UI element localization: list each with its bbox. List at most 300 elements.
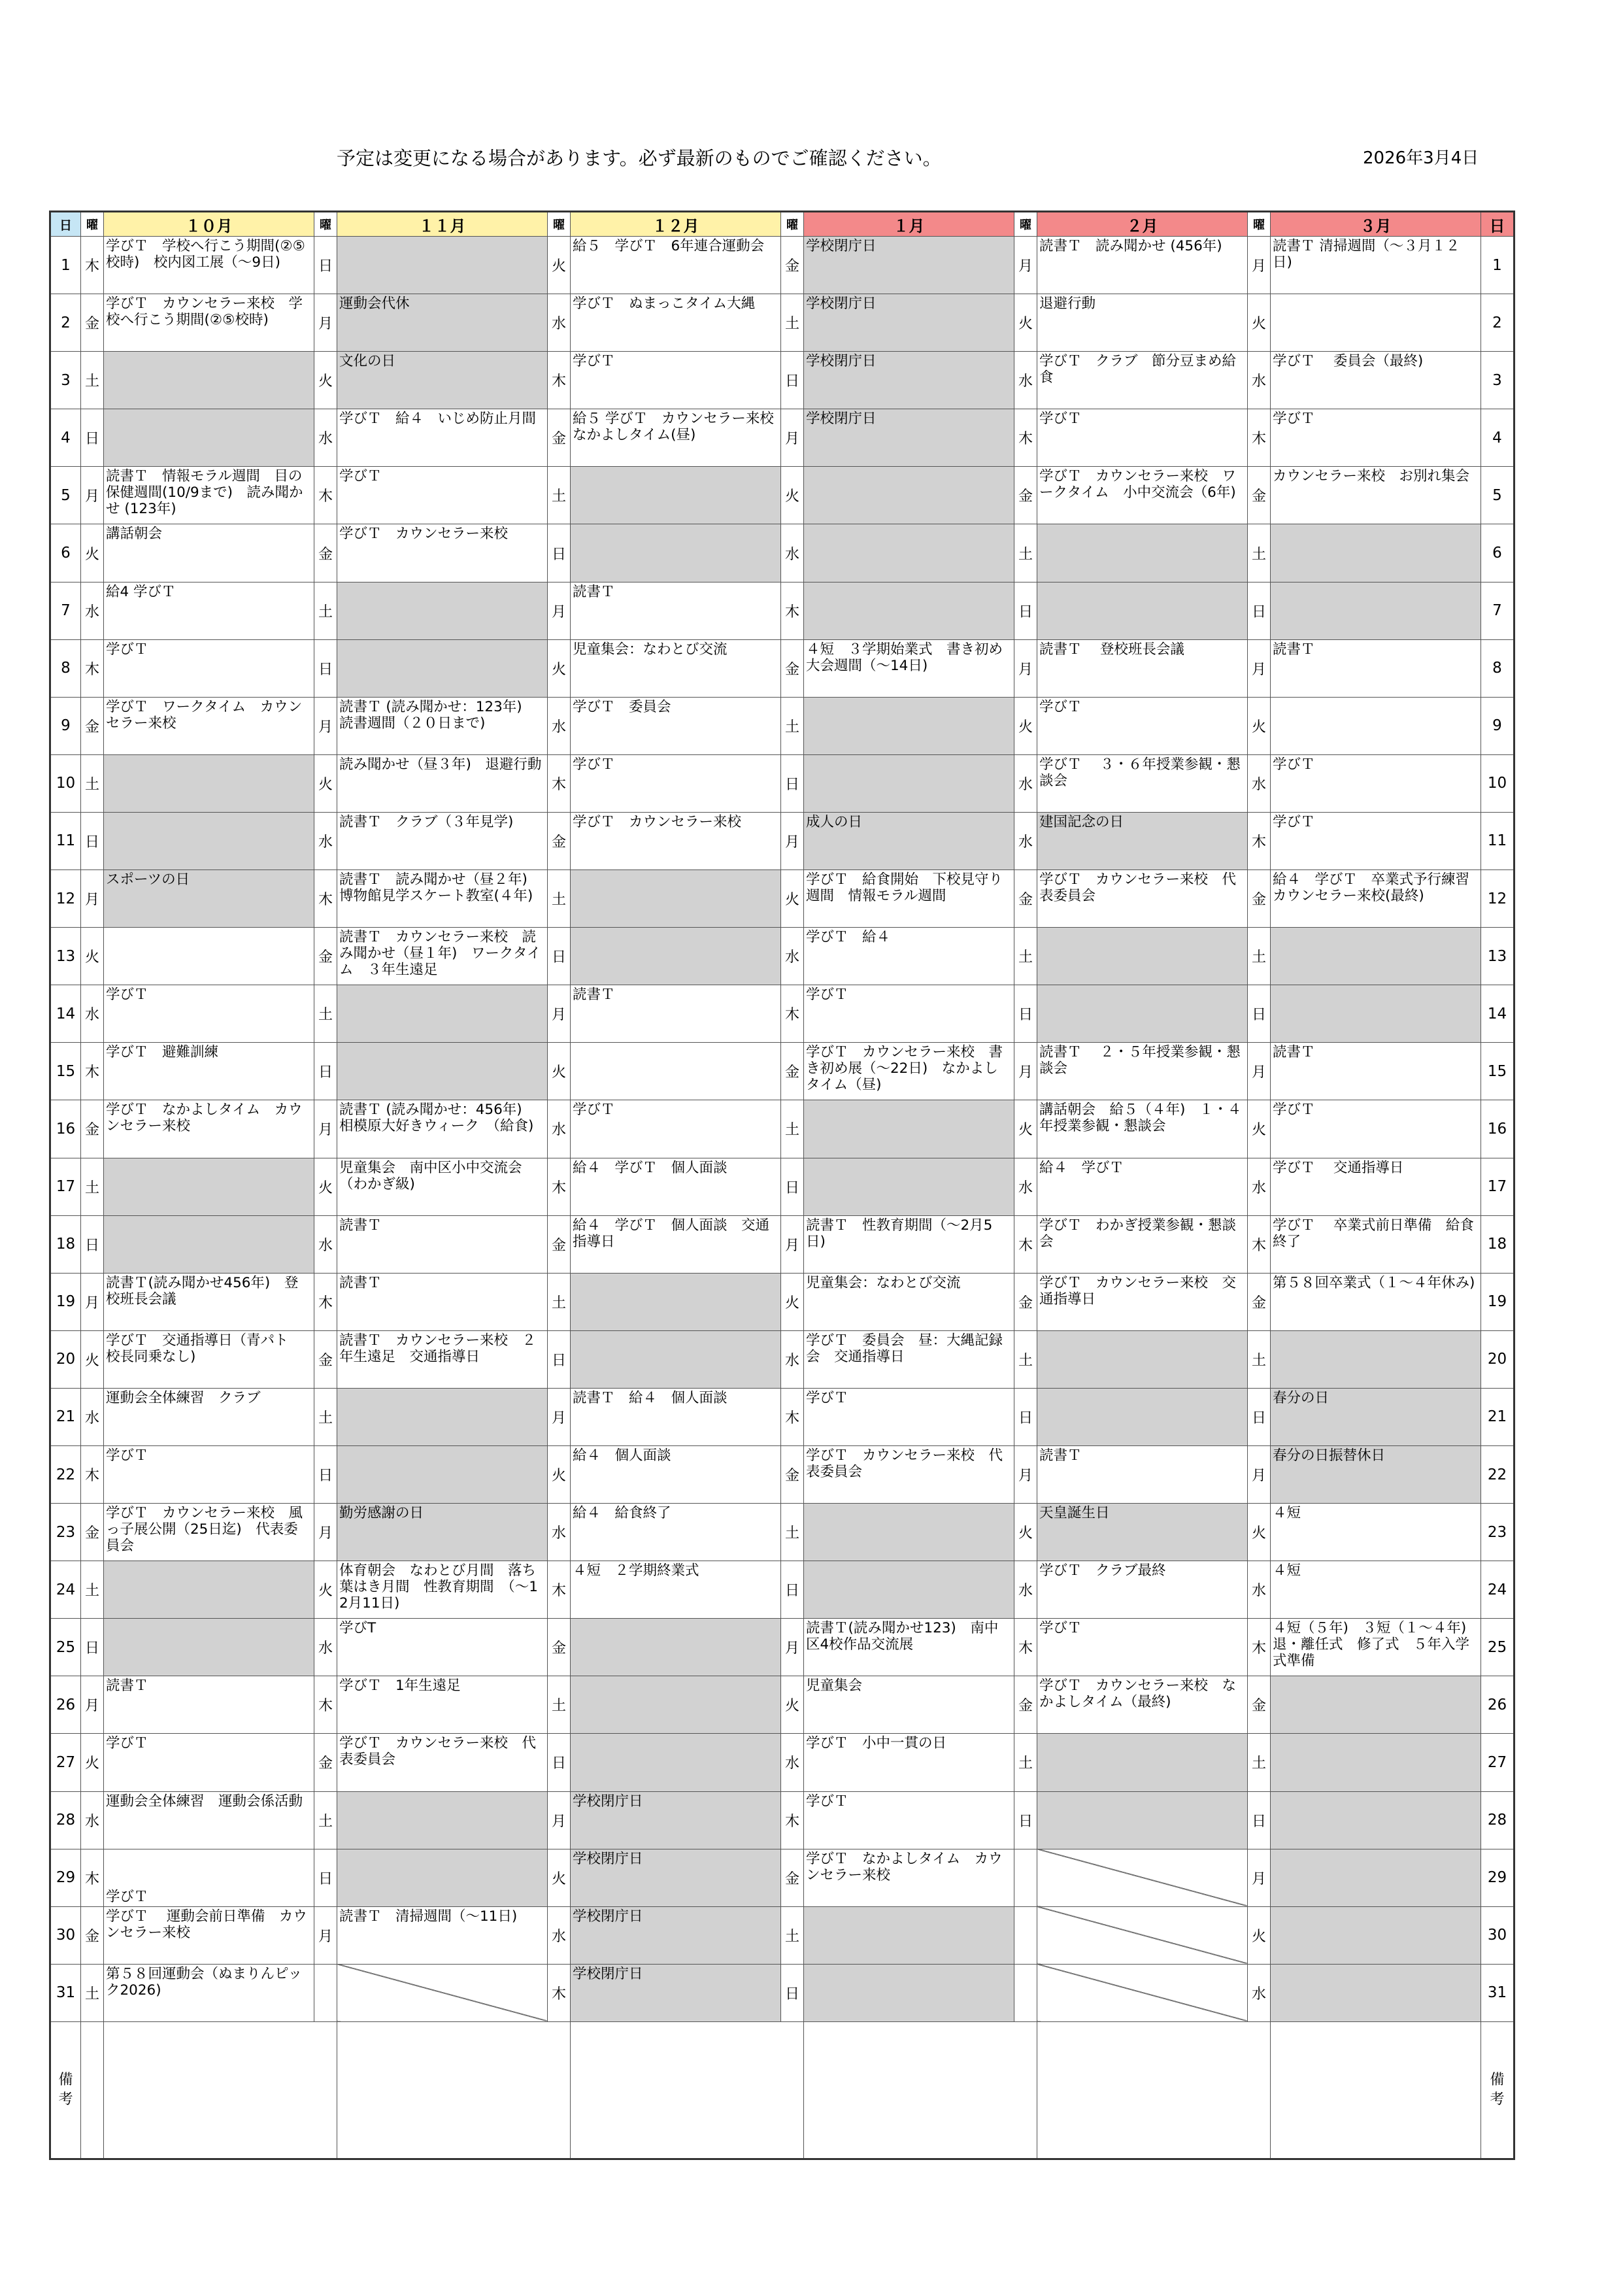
- event-cell: 学びＴ: [104, 1445, 314, 1503]
- event-cell: 学びＴ カウンセラー来校 代表委員会: [804, 1445, 1014, 1503]
- event-cell: 学びＴ: [571, 352, 781, 409]
- event-cell: カウンセラー来校 お別れ集会: [1271, 467, 1481, 524]
- header-month: １月: [804, 212, 1014, 237]
- weekday-cell: 水: [781, 1330, 804, 1388]
- event-cell: [1271, 524, 1481, 582]
- day-number: 19: [50, 1273, 81, 1330]
- event-cell: [571, 1676, 781, 1734]
- day-number: 31: [50, 1964, 81, 2021]
- header-month: ２月: [1037, 212, 1248, 237]
- weekday-cell: 日: [81, 409, 104, 467]
- event-cell: 読書Ｔ: [571, 985, 781, 1043]
- weekday-cell: 土: [314, 1791, 337, 1849]
- event-cell: [337, 1791, 548, 1849]
- header-day: 日: [50, 212, 81, 237]
- event-cell: 学びＴ クラブ最終: [1037, 1561, 1248, 1619]
- weekday-cell: 金: [781, 237, 804, 294]
- event-cell: 学びＴ ぬまっこタイム大縄: [571, 294, 781, 352]
- weekday-cell: 木: [548, 1561, 571, 1619]
- day-number: 22: [50, 1445, 81, 1503]
- event-cell: ４短（５年) ３短（１〜４年) 退・離任式 修了式 ５年入学式準備: [1271, 1619, 1481, 1676]
- event-cell: [804, 467, 1014, 524]
- weekday-cell: 火: [1248, 294, 1271, 352]
- event-cell: 春分の日: [1271, 1388, 1481, 1445]
- day-number-right: 14: [1481, 985, 1514, 1043]
- weekday-cell: 金: [548, 1215, 571, 1273]
- day-number: 11: [50, 812, 81, 869]
- event-cell: 学びＴ なかよしタイム カウンセラー来校: [804, 1849, 1014, 1906]
- event-cell: 学びＴ: [1271, 754, 1481, 812]
- weekday-cell: 木: [1014, 1215, 1037, 1273]
- event-cell: 学びＴ ３・６年授業参観・懇談会: [1037, 754, 1248, 812]
- weekday-cell: 月: [781, 812, 804, 869]
- weekday-cell: 水: [1014, 1561, 1037, 1619]
- weekday-cell: 土: [1014, 524, 1037, 582]
- weekday-cell: 日: [781, 1561, 804, 1619]
- weekday-cell: 金: [1248, 870, 1271, 928]
- event-cell: [337, 985, 548, 1043]
- event-cell: [1037, 928, 1248, 985]
- weekday-cell: 水: [81, 985, 104, 1043]
- day-number-right: 12: [1481, 870, 1514, 928]
- weekday-cell: 月: [314, 1100, 337, 1158]
- day-number: 6: [50, 524, 81, 582]
- remarks-label-text: 備考: [58, 2071, 73, 2108]
- day-row: [50, 1964, 1514, 2021]
- weekday-cell: 土: [81, 1561, 104, 1619]
- weekday-cell: 日: [314, 1849, 337, 1906]
- day-number-right: 17: [1481, 1158, 1514, 1215]
- event-cell: 学びＴ なかよしタイム カウンセラー来校: [104, 1100, 314, 1158]
- day-row: [50, 467, 1514, 524]
- weekday-cell: 日: [81, 1215, 104, 1273]
- event-cell: 学びＴ カウンセラー来校 代表委員会: [337, 1734, 548, 1791]
- weekday-cell: 火: [781, 1273, 804, 1330]
- event-cell: 勤労感謝の日: [337, 1504, 548, 1561]
- weekday-cell: 土: [781, 1100, 804, 1158]
- weekday-cell: 土: [314, 582, 337, 639]
- event-cell: 運動会全体練習 運動会係活動: [104, 1791, 314, 1849]
- weekday-cell: 木: [548, 754, 571, 812]
- weekday-cell: 水: [781, 524, 804, 582]
- event-cell: 学びＴ: [1271, 812, 1481, 869]
- day-number-right: 28: [1481, 1791, 1514, 1849]
- remarks-cell: [81, 2021, 104, 2159]
- day-number: 1: [50, 237, 81, 294]
- weekday-cell: 木: [781, 582, 804, 639]
- weekday-cell: 水: [314, 1619, 337, 1676]
- day-number-right: 1: [1481, 237, 1514, 294]
- day-number-right: 11: [1481, 812, 1514, 869]
- weekday-cell: 水: [548, 1906, 571, 1964]
- event-cell: [1037, 582, 1248, 639]
- weekday-cell: 日: [1014, 1388, 1037, 1445]
- day-number-right: 27: [1481, 1734, 1514, 1791]
- day-row: [50, 1043, 1514, 1100]
- weekday-cell: 土: [1248, 1734, 1271, 1791]
- weekday-cell: 金: [548, 812, 571, 869]
- weekday-cell: 金: [1248, 1676, 1271, 1734]
- weekday-cell: 木: [314, 870, 337, 928]
- weekday-cell: 月: [314, 1504, 337, 1561]
- weekday-cell: 火: [81, 928, 104, 985]
- remarks-cell: [571, 2021, 804, 2159]
- event-cell: 学びＴ カウンセラー来校 代表委員会: [1037, 870, 1248, 928]
- weekday-cell: 水: [1014, 812, 1037, 869]
- weekday-cell: 日: [1014, 985, 1037, 1043]
- day-number-right: 6: [1481, 524, 1514, 582]
- day-number-right: 8: [1481, 639, 1514, 697]
- event-cell: [571, 1619, 781, 1676]
- event-cell: 学びＴ: [1037, 409, 1248, 467]
- event-cell: [1271, 1964, 1481, 2021]
- event-cell: [804, 1906, 1014, 1964]
- event-cell: 成人の日: [804, 812, 1014, 869]
- weekday-cell: 木: [1014, 409, 1037, 467]
- event-cell: 読書Ｔ ２・５年授業参観・懇談会: [1037, 1043, 1248, 1100]
- event-cell: [104, 754, 314, 812]
- event-cell: 学びＴ: [804, 1388, 1014, 1445]
- event-cell: [804, 582, 1014, 639]
- weekday-cell: [1014, 1849, 1037, 1906]
- weekday-cell: 日: [1014, 1791, 1037, 1849]
- day-row: [50, 582, 1514, 639]
- day-number-right: 9: [1481, 697, 1514, 754]
- weekday-cell: 金: [1248, 1273, 1271, 1330]
- header-row: [50, 212, 1514, 237]
- weekday-cell: 月: [1014, 1043, 1037, 1100]
- day-row: [50, 1445, 1514, 1503]
- weekday-cell: 木: [81, 1445, 104, 1503]
- header-month: １０月: [104, 212, 314, 237]
- weekday-cell: 月: [1248, 237, 1271, 294]
- day-row: [50, 1388, 1514, 1445]
- weekday-cell: 木: [781, 1388, 804, 1445]
- remarks-label-right: [1481, 2021, 1514, 2159]
- event-cell: 児童集会: [804, 1676, 1014, 1734]
- weekday-cell: 水: [548, 294, 571, 352]
- event-cell: 読書Ｔ(読み聞かせ456年) 登校班長会議: [104, 1273, 314, 1330]
- weekday-cell: 木: [314, 1273, 337, 1330]
- day-number: 20: [50, 1330, 81, 1388]
- weekday-cell: 火: [314, 754, 337, 812]
- remarks-cell: [1037, 2021, 1271, 2159]
- event-cell: 児童集会：なわとび交流: [804, 1273, 1014, 1330]
- event-cell: 学びＴ: [1271, 1100, 1481, 1158]
- event-cell: ４短 ２学期終業式: [571, 1561, 781, 1619]
- weekday-cell: 水: [314, 812, 337, 869]
- weekday-cell: 水: [1014, 1158, 1037, 1215]
- event-cell: 学びＴ 委員会（最終): [1271, 352, 1481, 409]
- nonexistent-day-cell: [1037, 1964, 1248, 2021]
- event-cell: 読書Ｔ 清掃週間（〜11日): [337, 1906, 548, 1964]
- weekday-cell: 日: [548, 1330, 571, 1388]
- event-cell: 学びＴ: [571, 1100, 781, 1158]
- weekday-cell: 月: [81, 1273, 104, 1330]
- event-cell: 学びＴ 委員会: [571, 697, 781, 754]
- day-row: [50, 1215, 1514, 1273]
- weekday-cell: 木: [548, 352, 571, 409]
- weekday-cell: 水: [314, 409, 337, 467]
- event-cell: 読書Ｔ クラブ（３年見学): [337, 812, 548, 869]
- day-number-right: 2: [1481, 294, 1514, 352]
- event-cell: 給４ 学びＴ 卒業式予行練習 カウンセラー来校(最終): [1271, 870, 1481, 928]
- event-cell: 体育朝会 なわとび月間 落ち葉はき月間 性教育期間 （〜12月11日): [337, 1561, 548, 1619]
- weekday-cell: [1014, 1964, 1037, 2021]
- day-row: [50, 237, 1514, 294]
- weekday-cell: 木: [1248, 1215, 1271, 1273]
- day-number-right: 7: [1481, 582, 1514, 639]
- event-cell: [1271, 1791, 1481, 1849]
- remarks-cell: [1271, 2021, 1481, 2159]
- event-cell: 学びＴ: [804, 985, 1014, 1043]
- weekday-cell: 月: [81, 467, 104, 524]
- weekday-cell: 土: [548, 1676, 571, 1734]
- day-number-right: 29: [1481, 1849, 1514, 1906]
- event-cell: ４短: [1271, 1561, 1481, 1619]
- event-cell: [104, 1619, 314, 1676]
- event-cell: [104, 1158, 314, 1215]
- event-cell: 学びＴ: [104, 639, 314, 697]
- weekday-cell: 水: [548, 1504, 571, 1561]
- weekday-cell: 火: [314, 1561, 337, 1619]
- weekday-cell: 日: [548, 524, 571, 582]
- weekday-cell: 土: [1248, 1330, 1271, 1388]
- event-cell: [804, 754, 1014, 812]
- event-cell: 学びＴ 小中一貫の日: [804, 1734, 1014, 1791]
- day-number-right: 13: [1481, 928, 1514, 985]
- event-cell: 読み聞かせ（昼３年) 退避行動: [337, 754, 548, 812]
- event-cell: 読書Ｔ 清掃週間（〜３月１２日): [1271, 237, 1481, 294]
- day-number: 5: [50, 467, 81, 524]
- weekday-cell: 月: [314, 294, 337, 352]
- weekday-cell: 金: [1014, 467, 1037, 524]
- weekday-cell: 日: [1248, 1791, 1271, 1849]
- weekday-cell: 日: [548, 1734, 571, 1791]
- day-number: 8: [50, 639, 81, 697]
- weekday-cell: 水: [548, 697, 571, 754]
- event-cell: 学びＴ: [104, 1734, 314, 1791]
- event-cell: 学校閉庁日: [804, 409, 1014, 467]
- event-cell: 学びＴ カウンセラー来校 学校へ行こう期間(②⑤校時): [104, 294, 314, 352]
- weekday-cell: 土: [1014, 1734, 1037, 1791]
- header-month: １１月: [337, 212, 548, 237]
- weekday-cell: 金: [314, 524, 337, 582]
- weekday-cell: 水: [1248, 352, 1271, 409]
- weekday-cell: 金: [1014, 1273, 1037, 1330]
- weekday-cell: 木: [81, 1043, 104, 1100]
- event-cell: [571, 467, 781, 524]
- weekday-cell: 日: [314, 639, 337, 697]
- weekday-cell: 月: [314, 1906, 337, 1964]
- weekday-cell: 土: [81, 754, 104, 812]
- event-cell: 学校閉庁日: [571, 1964, 781, 2021]
- header-weekday: 曜: [1248, 212, 1271, 237]
- day-row: [50, 409, 1514, 467]
- day-row: [50, 1619, 1514, 1676]
- event-cell: スポーツの日: [104, 870, 314, 928]
- event-cell: 天皇誕生日: [1037, 1504, 1248, 1561]
- header-weekday: 曜: [781, 212, 804, 237]
- weekday-cell: 日: [1248, 582, 1271, 639]
- event-cell: 給５ 学びＴ 6年連合運動会: [571, 237, 781, 294]
- day-number-right: 15: [1481, 1043, 1514, 1100]
- day-number: 17: [50, 1158, 81, 1215]
- weekday-cell: 日: [314, 1043, 337, 1100]
- weekday-cell: 木: [314, 1676, 337, 1734]
- day-row: [50, 1849, 1514, 1906]
- event-cell: 学びＴ 給４ いじめ防止月間: [337, 409, 548, 467]
- weekday-cell: 金: [548, 1619, 571, 1676]
- event-cell: [1037, 1388, 1248, 1445]
- weekday-cell: 日: [81, 1619, 104, 1676]
- weekday-cell: 金: [81, 1906, 104, 1964]
- event-cell: 給４ 給食終了: [571, 1504, 781, 1561]
- event-cell: 講話朝会: [104, 524, 314, 582]
- weekday-cell: 水: [1248, 1561, 1271, 1619]
- weekday-cell: 土: [1014, 1330, 1037, 1388]
- event-cell: 読書Ｔ 性教育期間（〜2月5日): [804, 1215, 1014, 1273]
- event-cell: 給4 学びＴ: [104, 582, 314, 639]
- event-cell: 学びＴ: [104, 1849, 314, 1906]
- nonexistent-day-cell: [337, 1964, 548, 2021]
- event-cell: [104, 1561, 314, 1619]
- schedule-body: [50, 237, 1514, 2159]
- day-number: 4: [50, 409, 81, 467]
- weekday-cell: 水: [81, 1388, 104, 1445]
- weekday-cell: 金: [1248, 467, 1271, 524]
- weekday-cell: 火: [81, 1330, 104, 1388]
- weekday-cell: 木: [1014, 1619, 1037, 1676]
- weekday-cell: 月: [1248, 1043, 1271, 1100]
- event-cell: 退避行動: [1037, 294, 1248, 352]
- weekday-cell: 金: [1014, 870, 1037, 928]
- weekday-cell: 火: [548, 1445, 571, 1503]
- weekday-cell: 土: [1248, 524, 1271, 582]
- event-cell: [1271, 1676, 1481, 1734]
- day-row: [50, 1504, 1514, 1561]
- weekday-cell: 月: [1014, 639, 1037, 697]
- weekday-cell: 月: [1014, 1445, 1037, 1503]
- event-cell: 講話朝会 給５（４年) １・４年授業参観・懇談会: [1037, 1100, 1248, 1158]
- weekday-cell: 水: [781, 928, 804, 985]
- day-number: 10: [50, 754, 81, 812]
- nonexistent-day-cell: [1037, 1849, 1248, 1906]
- remarks-row: [50, 2021, 1514, 2159]
- event-cell: [337, 237, 548, 294]
- day-number-right: 4: [1481, 409, 1514, 467]
- event-cell: 読書Ｔ カウンセラー来校 ２年生遠足 交通指導日: [337, 1330, 548, 1388]
- weekday-cell: 水: [1248, 1964, 1271, 2021]
- weekday-cell: 日: [81, 812, 104, 869]
- event-cell: 読書Ｔ 登校班長会議: [1037, 639, 1248, 697]
- event-cell: 建国記念の日: [1037, 812, 1248, 869]
- header-month: ３月: [1271, 212, 1481, 237]
- event-cell: 学びＴ 給食開始 下校見守り週間 情報モラル週間: [804, 870, 1014, 928]
- day-number-right: 22: [1481, 1445, 1514, 1503]
- event-cell: 学校閉庁日: [804, 237, 1014, 294]
- weekday-cell: 日: [548, 928, 571, 985]
- weekday-cell: 水: [548, 1100, 571, 1158]
- weekday-cell: 日: [781, 754, 804, 812]
- day-number: 2: [50, 294, 81, 352]
- weekday-cell: 金: [781, 1849, 804, 1906]
- day-row: [50, 1330, 1514, 1388]
- remarks-label-text: 備考: [1490, 2071, 1505, 2108]
- weekday-cell: 月: [81, 870, 104, 928]
- event-cell: [1271, 294, 1481, 352]
- event-cell: 学びＴ 委員会 昼：大縄記録会 交通指導日: [804, 1330, 1014, 1388]
- event-cell: 学びＴ: [1271, 409, 1481, 467]
- weekday-cell: 木: [781, 1791, 804, 1849]
- day-number: 3: [50, 352, 81, 409]
- event-cell: 読書Ｔ 読み聞かせ（昼２年) 博物館見学スケート教室(４年): [337, 870, 548, 928]
- event-cell: [104, 928, 314, 985]
- event-cell: 運動会代休: [337, 294, 548, 352]
- day-number: 18: [50, 1215, 81, 1273]
- event-cell: [1271, 985, 1481, 1043]
- weekday-cell: 火: [314, 352, 337, 409]
- weekday-cell: 月: [1248, 639, 1271, 697]
- weekday-cell: 日: [1014, 582, 1037, 639]
- event-cell: 読書Ｔ カウンセラー来校 読み聞かせ（昼１年) ワークタイム ３年生遠足: [337, 928, 548, 985]
- event-cell: 給４ 個人面談: [571, 1445, 781, 1503]
- header-weekday: 曜: [1014, 212, 1037, 237]
- event-cell: 給４ 学びＴ 個人面談 交通指導日: [571, 1215, 781, 1273]
- event-cell: [1037, 1330, 1248, 1388]
- weekday-cell: 金: [81, 1100, 104, 1158]
- weekday-cell: 火: [781, 1676, 804, 1734]
- event-cell: [571, 1734, 781, 1791]
- event-cell: 学校閉庁日: [571, 1849, 781, 1906]
- event-cell: 学びＴ カウンセラー来校 風っ子展公開（25日迄) 代表委員会: [104, 1504, 314, 1561]
- day-number-right: 24: [1481, 1561, 1514, 1619]
- weekday-cell: 土: [1014, 928, 1037, 985]
- weekday-cell: 土: [81, 1158, 104, 1215]
- weekday-cell: 木: [548, 1158, 571, 1215]
- weekday-cell: 日: [781, 1964, 804, 2021]
- weekday-cell: 水: [1248, 754, 1271, 812]
- weekday-cell: 火: [1248, 1906, 1271, 1964]
- weekday-cell: 土: [548, 467, 571, 524]
- event-cell: 学びＴ カウンセラー来校 交通指導日: [1037, 1273, 1248, 1330]
- weekday-cell: 金: [1014, 1676, 1037, 1734]
- event-cell: 第５８回卒業式（１〜４年休み): [1271, 1273, 1481, 1330]
- event-cell: [1037, 985, 1248, 1043]
- event-cell: [1271, 1330, 1481, 1388]
- event-cell: ４短 ３学期始業式 書き初め大会週間（〜14日): [804, 639, 1014, 697]
- weekday-cell: 火: [1014, 294, 1037, 352]
- event-cell: [571, 524, 781, 582]
- weekday-cell: 金: [314, 1330, 337, 1388]
- event-cell: 学びＴ クラブ 節分豆まめ給食: [1037, 352, 1248, 409]
- event-cell: 読書Ｔ 給４ 個人面談: [571, 1388, 781, 1445]
- event-cell: 学びＴ カウンセラー来校 ワークタイム 小中交流会（6年): [1037, 467, 1248, 524]
- day-row: [50, 870, 1514, 928]
- weekday-cell: 日: [1248, 1388, 1271, 1445]
- day-number: 13: [50, 928, 81, 985]
- event-cell: 読書Ｔ (読み聞かせ：123年) 読書週間（２０日まで): [337, 697, 548, 754]
- weekday-cell: 火: [1248, 1100, 1271, 1158]
- weekday-cell: 日: [781, 1158, 804, 1215]
- event-cell: [1271, 582, 1481, 639]
- remarks-cell: [804, 2021, 1037, 2159]
- event-cell: 学びＴ 交通指導日: [1271, 1158, 1481, 1215]
- event-cell: [804, 697, 1014, 754]
- weekday-cell: 金: [548, 409, 571, 467]
- weekday-cell: 火: [1014, 1100, 1037, 1158]
- day-number: 25: [50, 1619, 81, 1676]
